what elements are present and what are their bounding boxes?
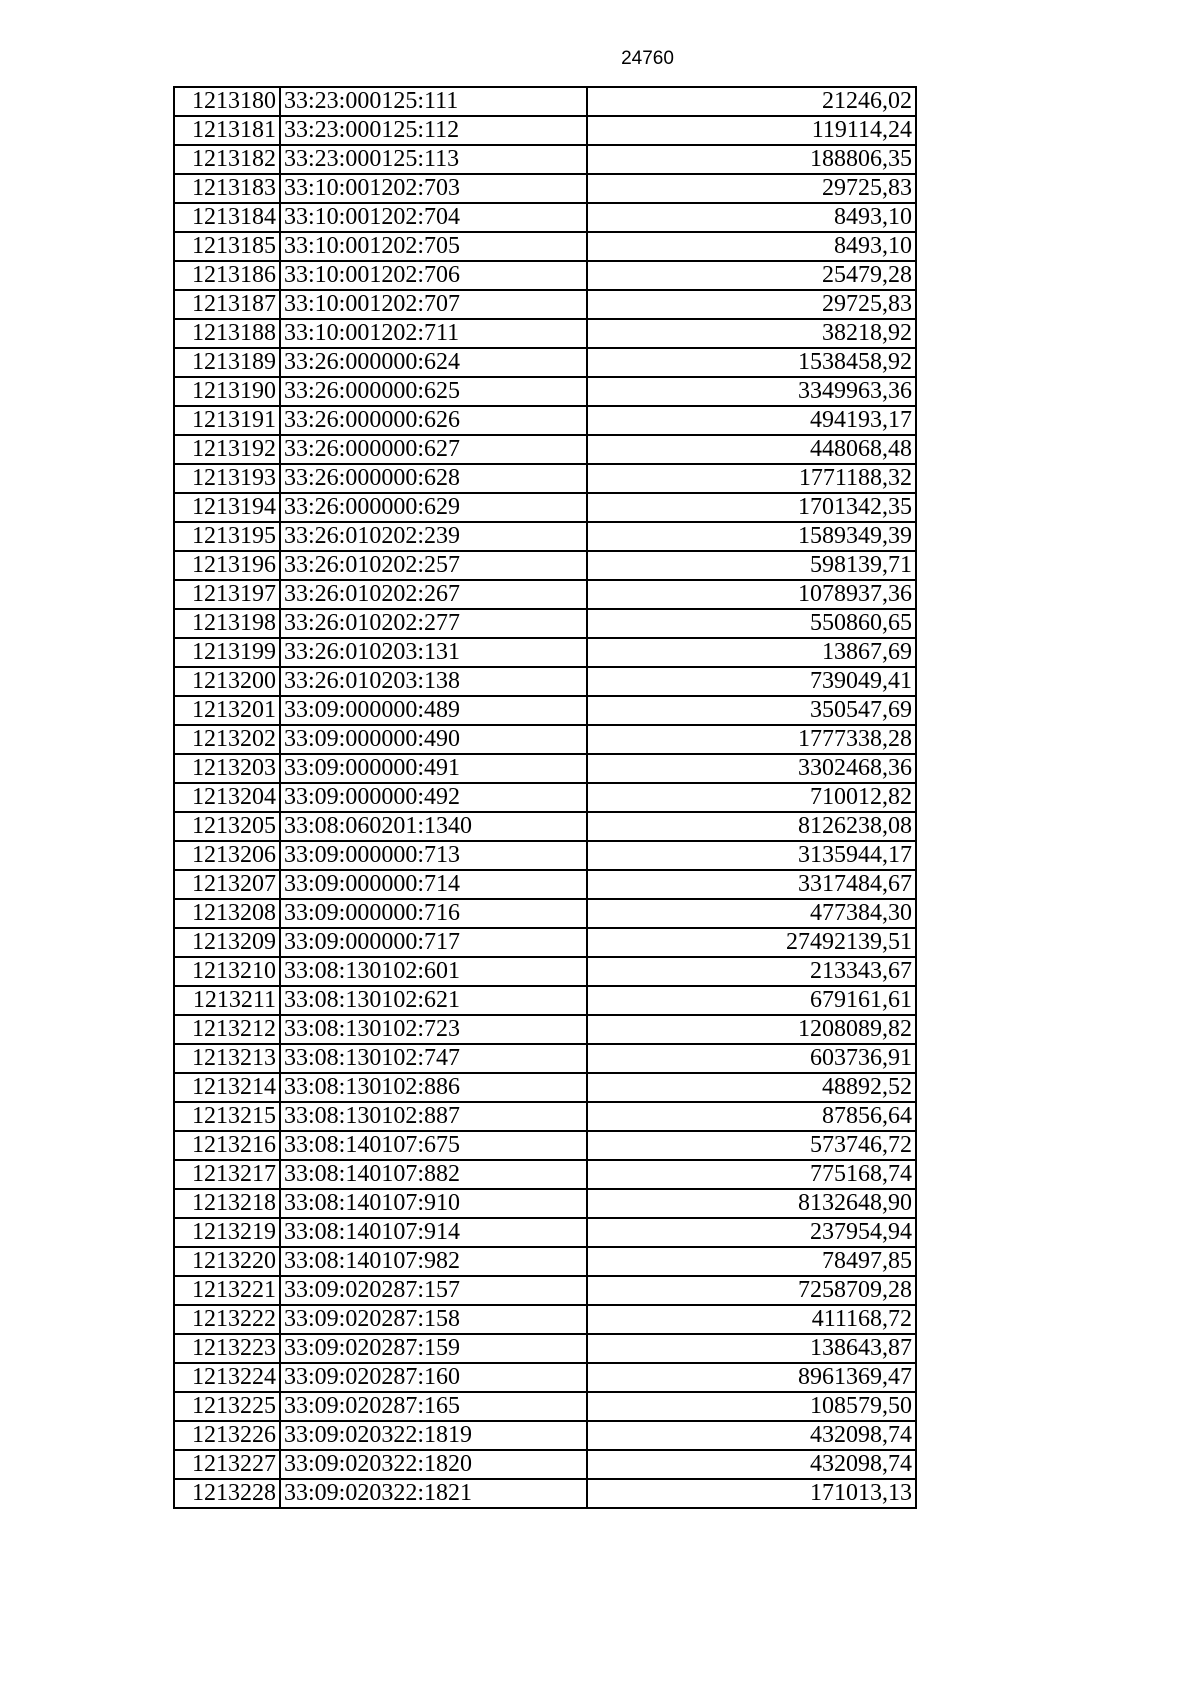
table-row	[174, 957, 916, 986]
table-row	[174, 754, 916, 783]
record-id-cell: 1213191	[174, 406, 280, 435]
cadastral-number-cell: 33:08:140107:882	[280, 1160, 587, 1189]
record-id-cell: 1213203	[174, 754, 280, 783]
cadastral-number-cell: 33:09:020322:1821	[280, 1479, 587, 1508]
record-id-cell: 1213197	[174, 580, 280, 609]
record-id-cell: 1213189	[174, 348, 280, 377]
value-cell: 598139,71	[587, 551, 916, 580]
value-cell: 8961369,47	[587, 1363, 916, 1392]
cadastral-number-cell: 33:09:020287:159	[280, 1334, 587, 1363]
cadastral-number-cell: 33:09:020287:157	[280, 1276, 587, 1305]
table-row	[174, 899, 916, 928]
cadastral-number-cell: 33:09:020287:165	[280, 1392, 587, 1421]
record-id-cell: 1213220	[174, 1247, 280, 1276]
value-cell: 739049,41	[587, 667, 916, 696]
record-id-cell: 1213213	[174, 1044, 280, 1073]
cadastral-number-cell: 33:10:001202:703	[280, 174, 587, 203]
cadastral-number-cell: 33:09:000000:491	[280, 754, 587, 783]
cadastral-number-cell: 33:26:000000:629	[280, 493, 587, 522]
cadastral-number-cell: 33:09:000000:490	[280, 725, 587, 754]
value-cell: 1589349,39	[587, 522, 916, 551]
record-id-cell: 1213210	[174, 957, 280, 986]
value-cell: 1701342,35	[587, 493, 916, 522]
cadastral-number-cell: 33:09:000000:717	[280, 928, 587, 957]
record-id-cell: 1213227	[174, 1450, 280, 1479]
value-cell: 48892,52	[587, 1073, 916, 1102]
value-cell: 29725,83	[587, 290, 916, 319]
table-row	[174, 87, 916, 116]
cadastral-number-cell: 33:26:010202:239	[280, 522, 587, 551]
value-cell: 1777338,28	[587, 725, 916, 754]
cadastral-number-cell: 33:26:000000:625	[280, 377, 587, 406]
table-row	[174, 667, 916, 696]
table-row	[174, 1160, 916, 1189]
record-id-cell: 1213198	[174, 609, 280, 638]
cadastral-number-cell: 33:09:020287:158	[280, 1305, 587, 1334]
value-cell: 7258709,28	[587, 1276, 916, 1305]
value-cell: 188806,35	[587, 145, 916, 174]
table-row	[174, 1102, 916, 1131]
value-cell: 477384,30	[587, 899, 916, 928]
cadastral-number-cell: 33:26:010202:267	[280, 580, 587, 609]
table-row	[174, 551, 916, 580]
table-row	[174, 319, 916, 348]
value-cell: 108579,50	[587, 1392, 916, 1421]
record-id-cell: 1213181	[174, 116, 280, 145]
record-id-cell: 1213188	[174, 319, 280, 348]
value-cell: 448068,48	[587, 435, 916, 464]
record-id-cell: 1213190	[174, 377, 280, 406]
cadastral-number-cell: 33:26:000000:626	[280, 406, 587, 435]
value-cell: 432098,74	[587, 1421, 916, 1450]
record-id-cell: 1213216	[174, 1131, 280, 1160]
cadastral-number-cell: 33:26:000000:624	[280, 348, 587, 377]
record-id-cell: 1213192	[174, 435, 280, 464]
record-id-cell: 1213193	[174, 464, 280, 493]
table-row	[174, 522, 916, 551]
record-id-cell: 1213205	[174, 812, 280, 841]
table-row	[174, 203, 916, 232]
cadastral-number-cell: 33:26:010203:131	[280, 638, 587, 667]
cadastral-number-cell: 33:08:140107:982	[280, 1247, 587, 1276]
cadastral-number-cell: 33:26:000000:628	[280, 464, 587, 493]
record-id-cell: 1213194	[174, 493, 280, 522]
value-cell: 550860,65	[587, 609, 916, 638]
cadastral-number-cell: 33:08:060201:1340	[280, 812, 587, 841]
record-id-cell: 1213209	[174, 928, 280, 957]
value-cell: 1771188,32	[587, 464, 916, 493]
value-cell: 3317484,67	[587, 870, 916, 899]
record-id-cell: 1213200	[174, 667, 280, 696]
record-id-cell: 1213218	[174, 1189, 280, 1218]
record-id-cell: 1213186	[174, 261, 280, 290]
page-number: 24760	[621, 48, 674, 69]
table-row	[174, 870, 916, 899]
record-id-cell: 1213195	[174, 522, 280, 551]
table-row	[174, 1450, 916, 1479]
value-cell: 8493,10	[587, 232, 916, 261]
cadastral-number-cell: 33:10:001202:706	[280, 261, 587, 290]
record-id-cell: 1213223	[174, 1334, 280, 1363]
table-row	[174, 1189, 916, 1218]
value-cell: 13867,69	[587, 638, 916, 667]
record-id-cell: 1213185	[174, 232, 280, 261]
value-cell: 138643,87	[587, 1334, 916, 1363]
record-id-cell: 1213182	[174, 145, 280, 174]
value-cell: 78497,85	[587, 1247, 916, 1276]
record-id-cell: 1213208	[174, 899, 280, 928]
table-row	[174, 493, 916, 522]
cadastral-number-cell: 33:23:000125:112	[280, 116, 587, 145]
table-row	[174, 1305, 916, 1334]
value-cell: 8132648,90	[587, 1189, 916, 1218]
cadastral-number-cell: 33:26:010202:257	[280, 551, 587, 580]
cadastral-number-cell: 33:26:000000:627	[280, 435, 587, 464]
value-cell: 3135944,17	[587, 841, 916, 870]
record-id-cell: 1213215	[174, 1102, 280, 1131]
cadastral-number-cell: 33:26:010202:277	[280, 609, 587, 638]
table-row	[174, 928, 916, 957]
table-row	[174, 1131, 916, 1160]
cadastral-number-cell: 33:08:140107:910	[280, 1189, 587, 1218]
table-row	[174, 725, 916, 754]
table-row	[174, 841, 916, 870]
cadastral-number-cell: 33:10:001202:705	[280, 232, 587, 261]
value-cell: 8493,10	[587, 203, 916, 232]
cadastral-number-cell: 33:10:001202:704	[280, 203, 587, 232]
table-row	[174, 986, 916, 1015]
table-row	[174, 1421, 916, 1450]
cadastral-number-cell: 33:09:000000:714	[280, 870, 587, 899]
value-cell: 1538458,92	[587, 348, 916, 377]
record-id-cell: 1213214	[174, 1073, 280, 1102]
value-cell: 411168,72	[587, 1305, 916, 1334]
value-cell: 3349963,36	[587, 377, 916, 406]
value-cell: 29725,83	[587, 174, 916, 203]
table-row	[174, 232, 916, 261]
value-cell: 237954,94	[587, 1218, 916, 1247]
value-cell: 8126238,08	[587, 812, 916, 841]
cadastral-number-cell: 33:09:000000:716	[280, 899, 587, 928]
table-row	[174, 638, 916, 667]
record-id-cell: 1213201	[174, 696, 280, 725]
value-cell: 432098,74	[587, 1450, 916, 1479]
cadastral-number-cell: 33:08:130102:886	[280, 1073, 587, 1102]
table-row	[174, 116, 916, 145]
record-id-cell: 1213204	[174, 783, 280, 812]
table-row	[174, 290, 916, 319]
cadastral-number-cell: 33:08:130102:601	[280, 957, 587, 986]
record-id-cell: 1213202	[174, 725, 280, 754]
table-body	[174, 87, 916, 1508]
cadastral-number-cell: 33:09:000000:713	[280, 841, 587, 870]
record-id-cell: 1213199	[174, 638, 280, 667]
table-row	[174, 348, 916, 377]
table-row	[174, 1479, 916, 1508]
table-row	[174, 1392, 916, 1421]
record-id-cell: 1213180	[174, 87, 280, 116]
value-cell: 775168,74	[587, 1160, 916, 1189]
value-cell: 1078937,36	[587, 580, 916, 609]
cadastral-number-cell: 33:23:000125:113	[280, 145, 587, 174]
record-id-cell: 1213183	[174, 174, 280, 203]
cadastral-number-cell: 33:08:130102:747	[280, 1044, 587, 1073]
table-row	[174, 696, 916, 725]
cadastral-number-cell: 33:10:001202:707	[280, 290, 587, 319]
record-id-cell: 1213212	[174, 1015, 280, 1044]
table-row	[174, 406, 916, 435]
value-cell: 710012,82	[587, 783, 916, 812]
table-row	[174, 435, 916, 464]
value-cell: 25479,28	[587, 261, 916, 290]
table-row	[174, 1334, 916, 1363]
table-row	[174, 609, 916, 638]
record-id-cell: 1213219	[174, 1218, 280, 1247]
value-cell: 38218,92	[587, 319, 916, 348]
data-table	[173, 86, 917, 1509]
cadastral-number-cell: 33:09:020287:160	[280, 1363, 587, 1392]
value-cell: 603736,91	[587, 1044, 916, 1073]
cadastral-number-cell: 33:23:000125:111	[280, 87, 587, 116]
value-cell: 350547,69	[587, 696, 916, 725]
record-id-cell: 1213196	[174, 551, 280, 580]
record-id-cell: 1213228	[174, 1479, 280, 1508]
cadastral-number-cell: 33:26:010203:138	[280, 667, 587, 696]
record-id-cell: 1213184	[174, 203, 280, 232]
value-cell: 494193,17	[587, 406, 916, 435]
record-id-cell: 1213207	[174, 870, 280, 899]
record-id-cell: 1213211	[174, 986, 280, 1015]
table-row	[174, 1363, 916, 1392]
record-id-cell: 1213222	[174, 1305, 280, 1334]
value-cell: 27492139,51	[587, 928, 916, 957]
table-row	[174, 261, 916, 290]
table-row	[174, 1044, 916, 1073]
cadastral-number-cell: 33:08:130102:723	[280, 1015, 587, 1044]
value-cell: 21246,02	[587, 87, 916, 116]
record-id-cell: 1213226	[174, 1421, 280, 1450]
table-row	[174, 145, 916, 174]
value-cell: 119114,24	[587, 116, 916, 145]
record-id-cell: 1213217	[174, 1160, 280, 1189]
cadastral-number-cell: 33:09:000000:492	[280, 783, 587, 812]
cadastral-number-cell: 33:08:140107:675	[280, 1131, 587, 1160]
table-row	[174, 580, 916, 609]
value-cell: 573746,72	[587, 1131, 916, 1160]
table-row	[174, 377, 916, 406]
cadastral-number-cell: 33:09:020322:1819	[280, 1421, 587, 1450]
cadastral-number-cell: 33:08:130102:621	[280, 986, 587, 1015]
record-id-cell: 1213225	[174, 1392, 280, 1421]
value-cell: 213343,67	[587, 957, 916, 986]
value-cell: 171013,13	[587, 1479, 916, 1508]
value-cell: 87856,64	[587, 1102, 916, 1131]
record-id-cell: 1213187	[174, 290, 280, 319]
cadastral-number-cell: 33:08:130102:887	[280, 1102, 587, 1131]
table-row	[174, 1073, 916, 1102]
table-row	[174, 812, 916, 841]
cadastral-number-cell: 33:10:001202:711	[280, 319, 587, 348]
cadastral-number-cell: 33:09:020322:1820	[280, 1450, 587, 1479]
table-row	[174, 1276, 916, 1305]
table-row	[174, 1015, 916, 1044]
cadastral-number-cell: 33:08:140107:914	[280, 1218, 587, 1247]
table-row	[174, 464, 916, 493]
value-cell: 3302468,36	[587, 754, 916, 783]
table-row	[174, 1247, 916, 1276]
record-id-cell: 1213221	[174, 1276, 280, 1305]
table-row	[174, 174, 916, 203]
table-row	[174, 783, 916, 812]
record-id-cell: 1213224	[174, 1363, 280, 1392]
value-cell: 679161,61	[587, 986, 916, 1015]
record-id-cell: 1213206	[174, 841, 280, 870]
value-cell: 1208089,82	[587, 1015, 916, 1044]
table-row	[174, 1218, 916, 1247]
cadastral-number-cell: 33:09:000000:489	[280, 696, 587, 725]
